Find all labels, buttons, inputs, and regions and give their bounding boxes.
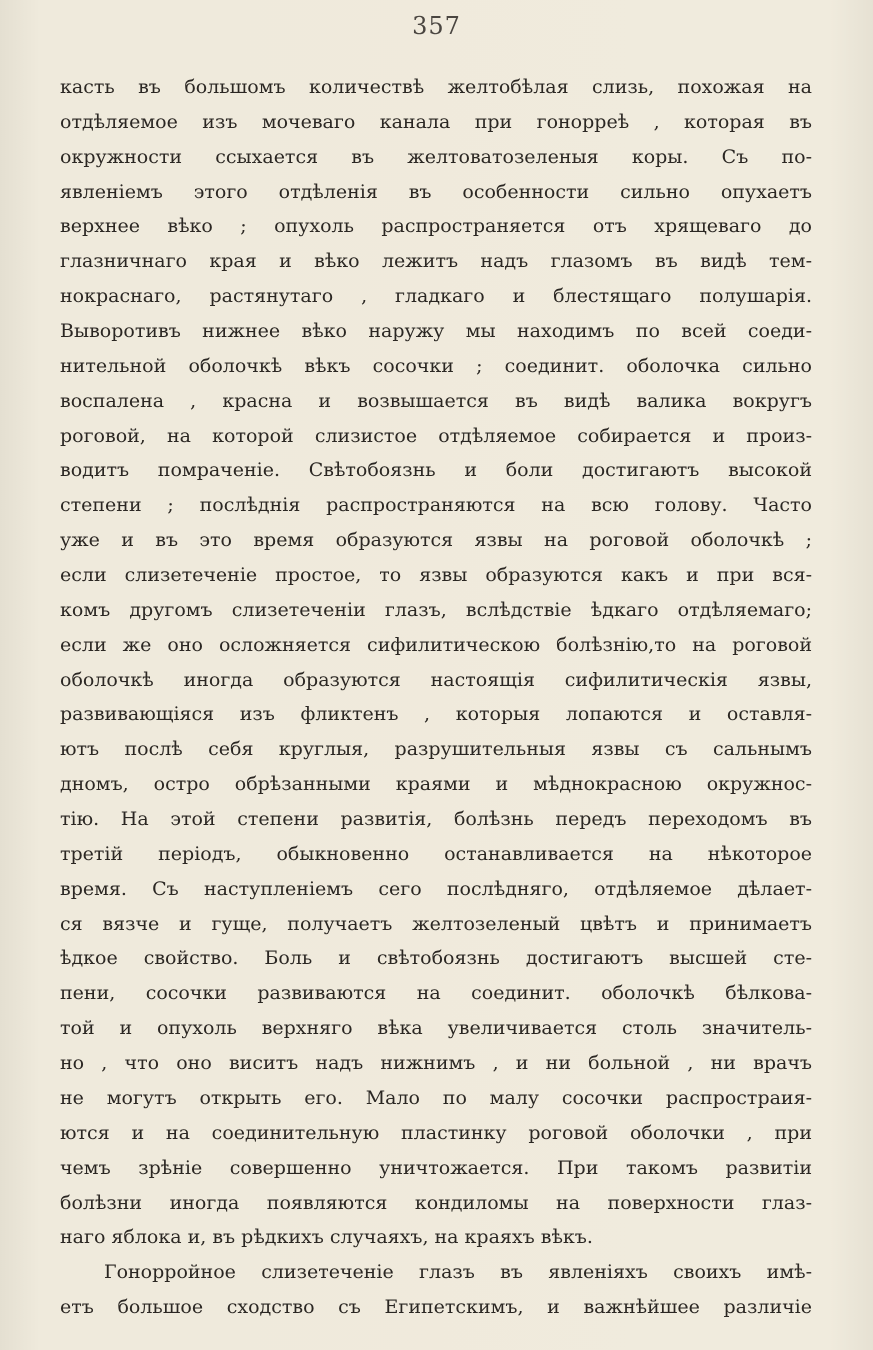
text-line: третій періодъ, обыкновенно останавливается на нѣкоторое [60,842,812,865]
text-line: пени, сосочки развиваются на соединит. оболочкѣ бѣлковa- [60,982,812,1005]
text-line: болѣзни иногда появляются кондиломы на поверхности глаз- [60,1191,812,1214]
text-line: но , что оно виситъ надъ нижнимъ , и ни больной , ни врачъ [60,1052,812,1075]
text-line: роговой, на которой слизистое отдѣляемое собирается и произ- [60,424,812,447]
text-line: той и опухоль верхняго вѣка увеличивается столь значитель- [60,1017,812,1040]
text-line: оболочкѣ иногда образуются настоящія сифилитическія язвы, [60,668,812,691]
body-text [60,70,812,1325]
text-line: не могутъ открыть его. Мало по малу сосочки распростраия- [60,1086,812,1109]
text-line: Выворотивъ нижнее вѣко наружу мы находимъ по всей соеди- [60,320,812,343]
text-line: ся вязче и гуще, получаетъ желтозеленый цвѣтъ и принимаетъ [60,912,812,935]
text-line: уже и въ это время образуются язвы на роговой оболочкѣ ; [60,529,812,552]
text-line: ютъ послѣ себя круглыя, разрушительныя язвы съ сальнымъ [60,738,812,761]
text-line-paragraph-start: Гонорройное слизетеченіе глазъ въ явленіяхъ своихъ имѣ- [104,1261,812,1284]
text-line: время. Съ наступленіемъ сего послѣдняго, отдѣляемое дѣлает- [60,877,812,900]
text-line: водитъ помраченіе. Свѣтобоязнь и боли достигаютъ высокой [60,459,812,482]
text-line: етъ большое сходство съ Египетскимъ, и важнѣйшее различіе [60,1296,812,1319]
text-line: если слизетеченіе простое, то язвы образуются какъ и при вся- [60,564,812,587]
page-number: 357 [412,12,461,40]
text-line: дномъ, остро обрѣзанными краями и мѣднокрасною окружнос- [60,773,812,796]
text-line: глазничнаго края и вѣко лежитъ надъ глазомъ въ видѣ тем- [60,250,812,273]
text-line: степени ; послѣднія распространяются на всю голову. Часто [60,494,812,517]
text-line-paragraph-end: наго яблока и, въ рѣдкихъ случаяхъ, на краяхъ вѣкъ. [60,1226,593,1249]
text-line: верхнее вѣко ; опухоль распространяется отъ хрящеваго до [60,215,812,238]
text-line: явленіемъ этого отдѣленія въ особенности сильно опухаетъ [60,180,812,203]
text-line: окружности ссыхается въ желтоватозеленыя коры. Съ по- [60,145,812,168]
text-line: ются и на соединительную пластинку роговой оболочки , при [60,1121,812,1144]
text-line: нокраснаго, растянутаго , гладкаго и блестящаго полушарія. [60,285,812,308]
text-line: чемъ зрѣніе совершенно уничтожается. При такомъ развитіи [60,1156,812,1179]
text-line: комъ другомъ слизетеченіи глазъ, вслѣдствіе ѣдкаго отдѣляемаго; [60,598,812,621]
text-line: отдѣляемое изъ мочеваго канала при гонорреѣ , которая въ [60,110,812,133]
text-line: нительной оболочкѣ вѣкъ сосочки ; соединит. оболочка сильно [60,354,812,377]
text-line: тію. На этой степени развитія, болѣзнь передъ переходомъ въ [60,808,812,831]
text-line: касть въ большомъ количествѣ желтобѣлая слизь, похожая на [60,76,812,98]
text-line: ѣдкое свойство. Боль и свѣтобоязнь достигаютъ высшей сте- [60,947,812,970]
text-line: воспалена , красна и возвышается въ видѣ валика вокругъ [60,389,812,412]
text-line: если же оно осложняется сифилитическою болѣзнію,то на роговой [60,633,812,656]
text-line: развивающіяся изъ фликтенъ , которыя лопаются и оставля- [60,703,812,726]
